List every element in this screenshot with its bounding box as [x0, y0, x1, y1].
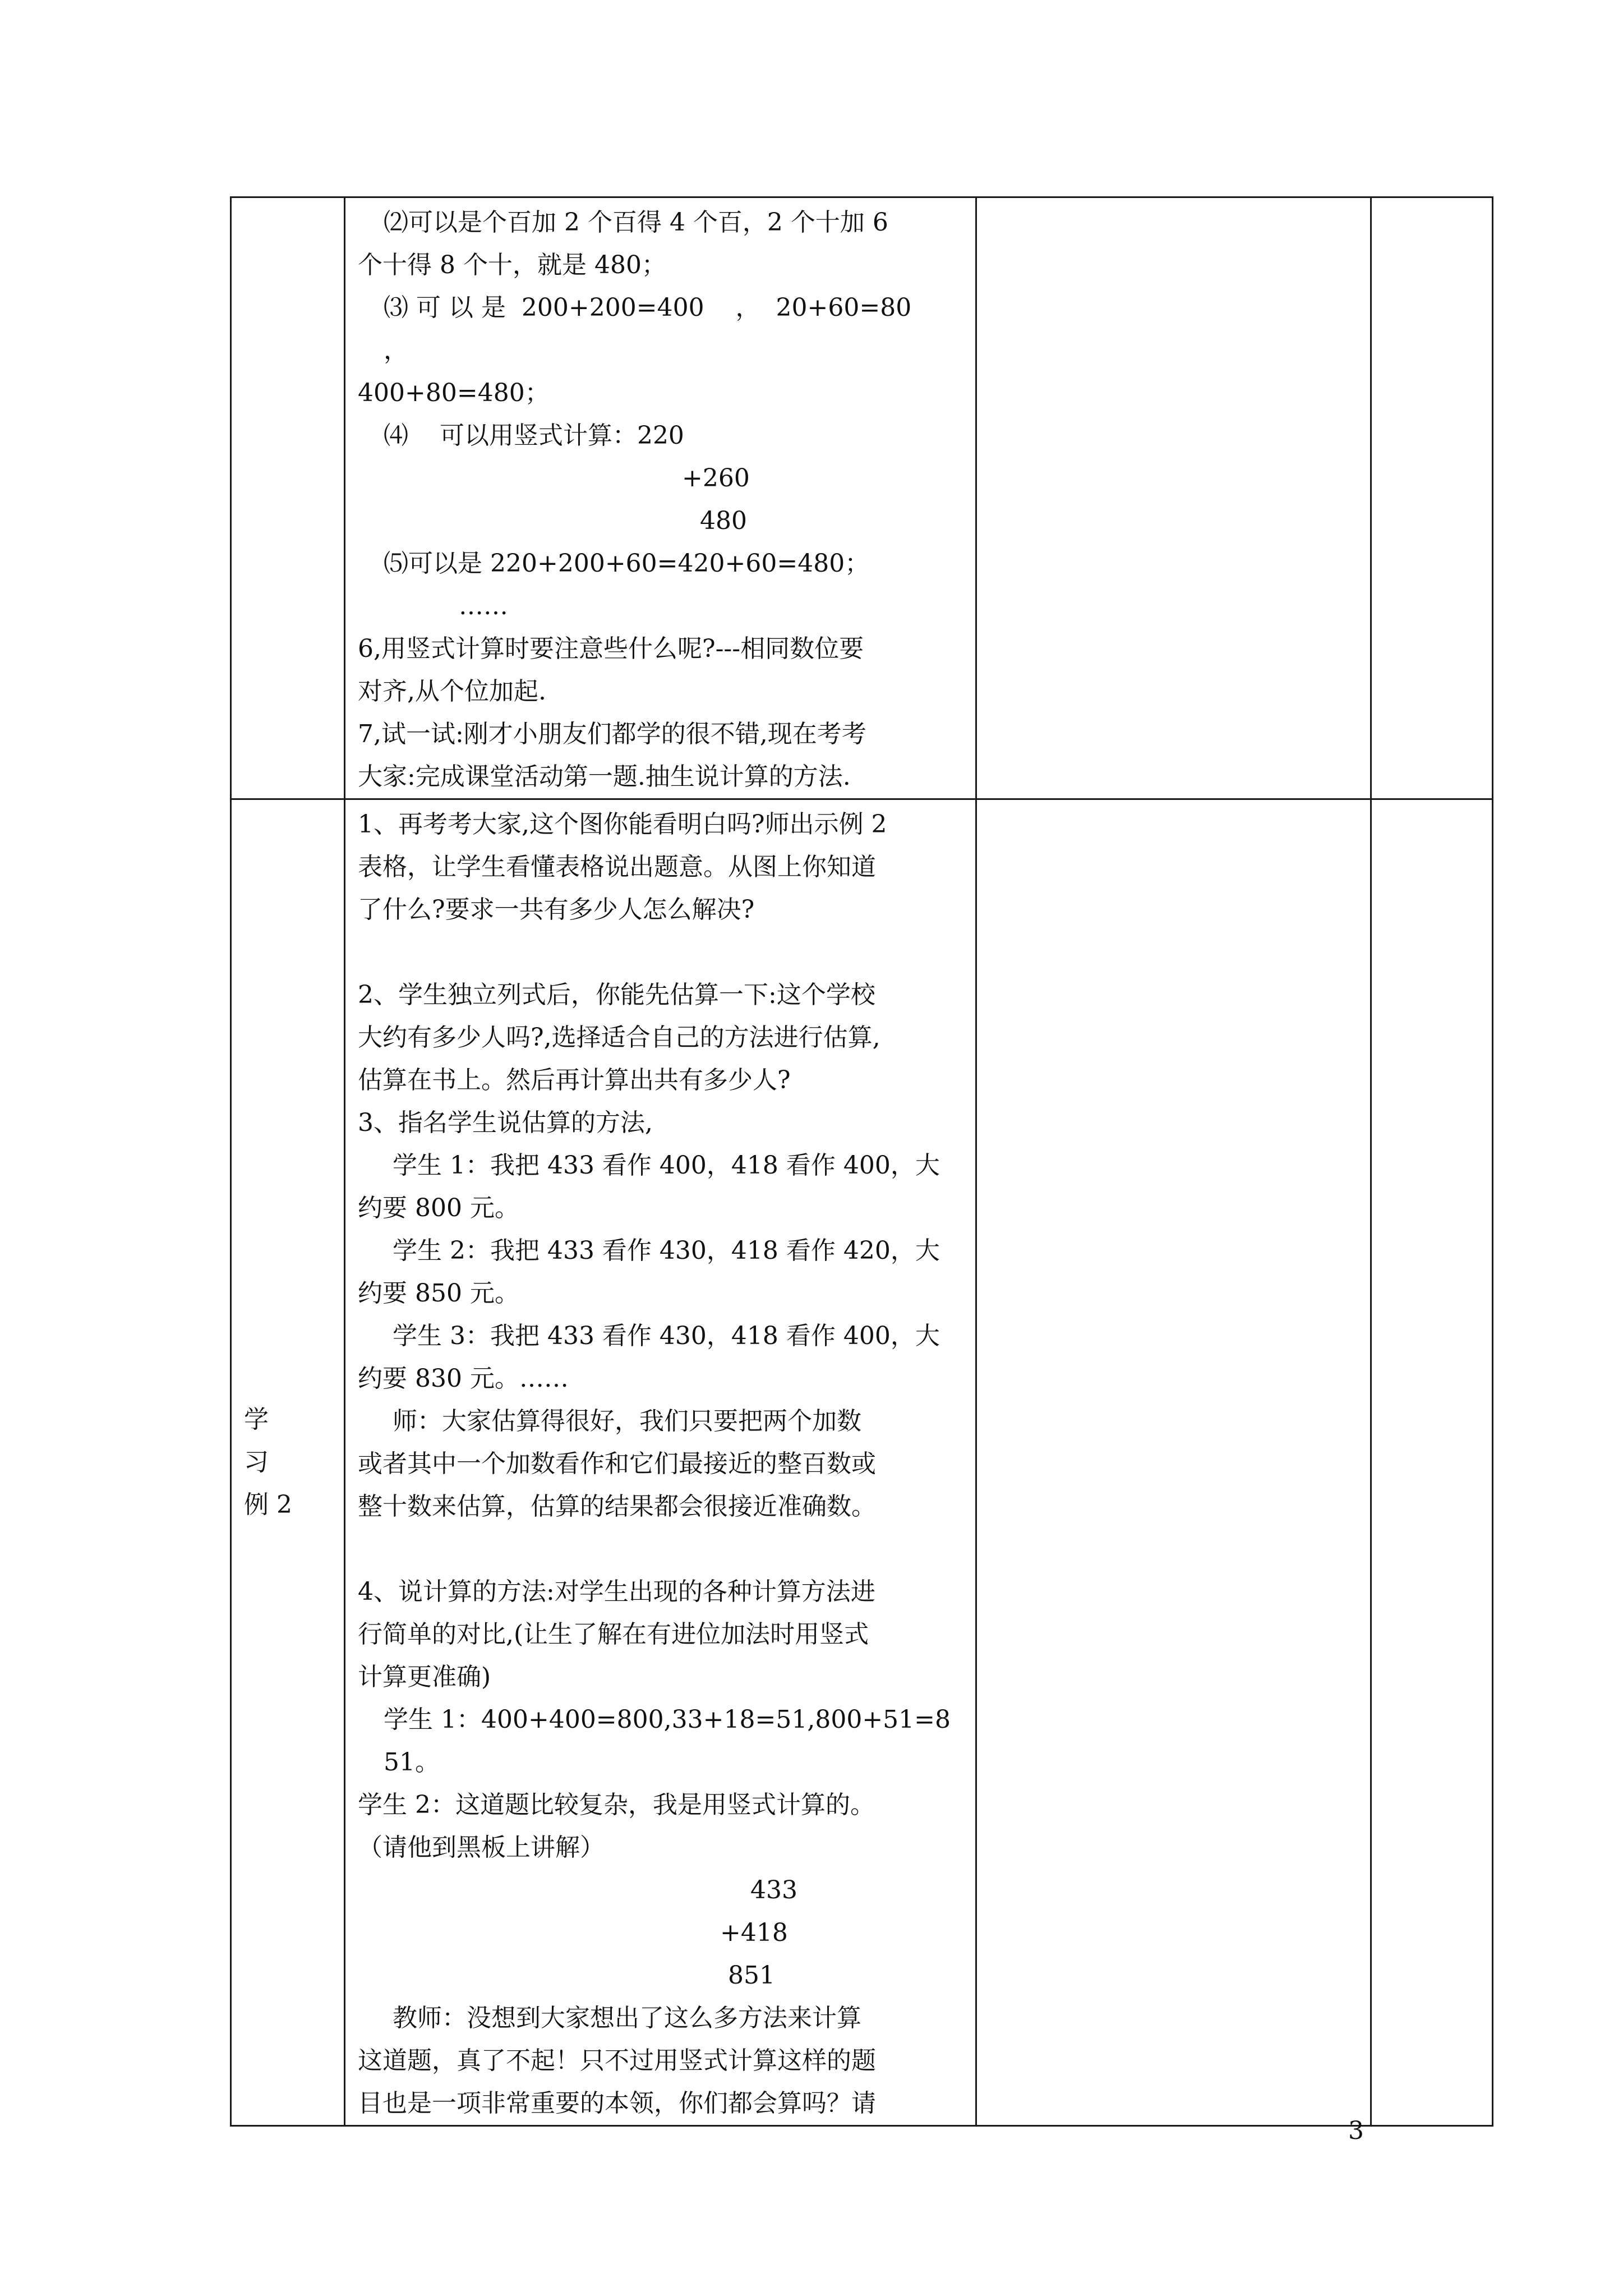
- text-line: 约要 850 元。: [358, 1279, 519, 1308]
- page-number: 3: [1348, 2116, 1364, 2145]
- ellipsis: ……: [459, 592, 508, 620]
- text-line: 学生 1：400+400=800,33+18=51,800+51=851。: [384, 1705, 951, 1777]
- text-line: ⑵可以是个百加 2 个百得 4 个百，2 个十加 6: [384, 208, 888, 237]
- text-line: 学生 3：我把 433 看作 430，418 看作 400，大: [393, 1322, 940, 1350]
- text-line: 个十得 8 个十，就是 480；: [358, 251, 666, 279]
- vertical-calc-addend: +418: [720, 1918, 788, 1947]
- text-line: 1、再考考大家,这个图你能看明白吗?师出示例 2: [358, 810, 887, 839]
- text-line: 2、学生独立列式后，你能先估算一下:这个学校: [358, 981, 875, 1009]
- blank-line: [358, 1528, 966, 1571]
- vertical-calc-addend: +260: [682, 464, 750, 493]
- vertical-calc-result: 851: [728, 1961, 775, 1990]
- content-cell: [345, 197, 976, 799]
- text-line: 4、说计算的方法:对学生出现的各种计算方法进: [358, 1577, 875, 1606]
- text-line: 教师：没想到大家想出了这么多方法来计算: [393, 2004, 861, 2032]
- text-line: 3、指名学生说估算的方法,: [358, 1108, 653, 1137]
- vertical-calc-addend: 433: [750, 1876, 797, 1904]
- notes-cell: [976, 197, 1371, 799]
- content-cell: [345, 799, 976, 2126]
- text-line: （请他到黑板上讲解）: [358, 1833, 605, 1862]
- text-line: 学生 1：我把 433 看作 400，418 看作 400，大: [393, 1151, 940, 1180]
- text-line: 计算更准确): [358, 1663, 491, 1691]
- text-line: 行简单的对比,(让生了解在有进位加法时用竖式: [358, 1620, 869, 1649]
- text-line: ⑷ 可以用竖式计算：220: [384, 421, 684, 450]
- content-text: [345, 800, 975, 2125]
- text-line: 约要 830 元。……: [358, 1364, 569, 1393]
- text-line: 这道题，真了不起！只不过用竖式计算这样的题: [358, 2046, 876, 2075]
- table-row: [231, 197, 1493, 799]
- section-label-line: 学习: [244, 1405, 298, 1476]
- text-line: 6,用竖式计算时要注意些什么呢?---相同数位要: [358, 634, 864, 663]
- text-line: 估算在书上。然后再计算出共有多少人?: [358, 1066, 791, 1094]
- text-line: 大约有多少人吗?,选择适合自己的方法进行估算,: [358, 1023, 880, 1052]
- text-line: 学生 2：我把 433 看作 430，418 看作 420，大: [393, 1236, 940, 1265]
- text-line: 约要 800 元。: [358, 1194, 519, 1222]
- notes-cell: [976, 799, 1371, 2126]
- remarks-cell: [1371, 799, 1493, 2126]
- section-label: [232, 1398, 344, 1526]
- text-line: ⑶ 可 以 是 200+200=400 ， 20+60=80 ，: [384, 293, 943, 365]
- text-line: 师：大家估算得很好，我们只要把两个加数: [393, 1407, 861, 1435]
- table-row: [231, 799, 1493, 2126]
- section-label-cell: [231, 197, 345, 799]
- text-line: 整十数来估算，估算的结果都会很接近准确数。: [358, 1492, 876, 1521]
- vertical-calc-result: 480: [700, 507, 747, 535]
- text-line: 学生 2：这道题比较复杂，我是用竖式计算的。: [358, 1791, 875, 1819]
- text-line: 目也是一项非常重要的本领，你们都会算吗？请: [358, 2089, 876, 2118]
- text-line: ⑸可以是 220+200+60=420+60=480；: [384, 549, 870, 578]
- text-line: 对齐,从个位加起.: [358, 677, 546, 706]
- text-line: 7,试一试:刚才小朋友们都学的很不错,现在考考: [358, 720, 866, 748]
- text-line: 400+80=480；: [358, 379, 550, 407]
- section-label-cell: [231, 799, 345, 2126]
- section-label-line: 例 2: [244, 1490, 292, 1519]
- text-line: 或者其中一个加数看作和它们最接近的整百数或: [358, 1450, 876, 1478]
- lesson-plan-table: [230, 196, 1493, 2127]
- text-line: 表格，让学生看懂表格说出题意。从图上你知道: [358, 853, 876, 881]
- remarks-cell: [1371, 197, 1493, 799]
- blank-line: [358, 931, 966, 974]
- text-line: 大家:完成课堂活动第一题.抽生说计算的方法.: [358, 762, 851, 791]
- text-line: 了什么?要求一共有多少人怎么解决?: [358, 895, 755, 924]
- content-text: [345, 198, 975, 798]
